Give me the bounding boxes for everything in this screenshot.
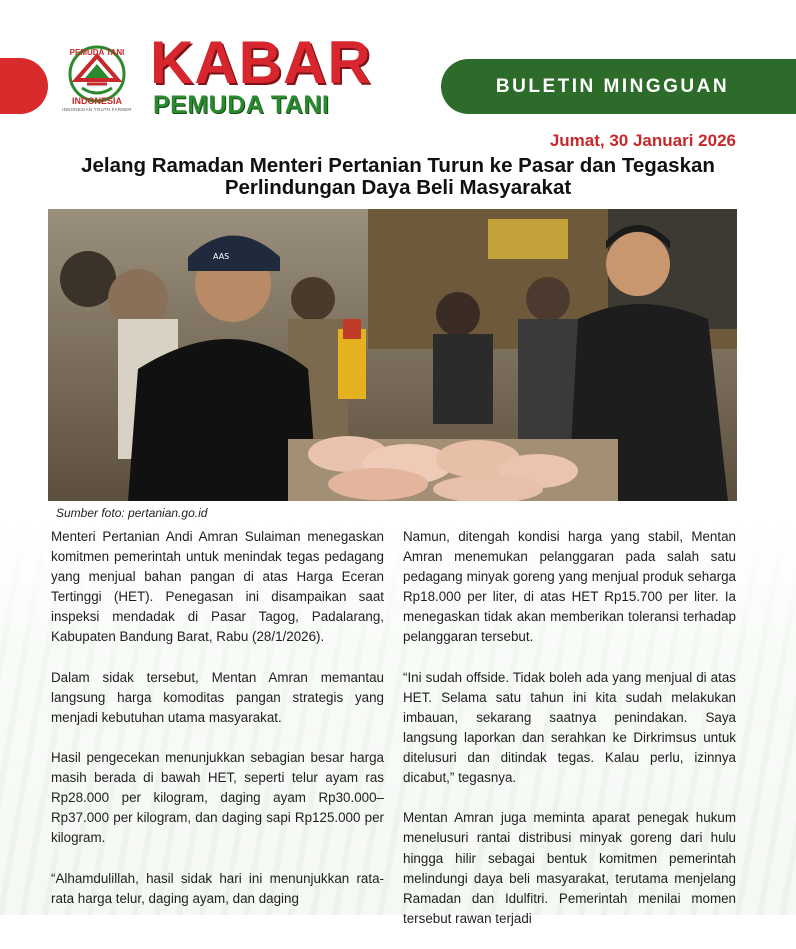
paragraph: Menteri Pertanian Andi Amran Sulaiman menegaskan komitmen pemerintah untuk menindak tegas pedagang yang menjual bahan pangan di atas Harga Eceran Tertinggi (HET). Penegasan ini disampaikan saat inspeksi mendadak di Pasar Tagog, Padalarang, Kabupaten Bandung Barat, Rabu (28/1/2026).	[51, 529, 384, 645]
article-photo	[48, 209, 737, 501]
article-column-left	[51, 527, 384, 929]
paragraph: “Alhamdulillah, hasil sidak hari ini menunjukkan rata-rata harga telur, daging ayam, dan daging	[51, 870, 384, 906]
logo-tagline: INDONESIAN YOUTH FARMER	[62, 107, 132, 112]
paragraph: Dalam sidak tersebut, Mentan Amran memantau langsung harga komoditas pangan strategis yang menjadi kebutuhan utama masyarakat.	[51, 669, 384, 725]
logo-text-top: PEMUDA TANI	[69, 48, 125, 57]
bulletin-banner	[441, 59, 796, 114]
paragraph: Hasil pengecekan menunjukkan sebagian besar harga masih berada di bawah HET, seperti telur ayam ras Rp28.000 per kilogram, daging ayam Rp30.000–Rp37.000 per kilogram, dan daging sapi Rp125.000 per kilogram.	[51, 750, 384, 846]
photo-caption: Sumber foto: pertanian.go.id	[56, 506, 208, 520]
article-column-right	[403, 527, 736, 949]
publication-date: Jumat, 30 Januari 2026	[549, 131, 736, 150]
logo-text-bottom: INDONESIA	[71, 96, 122, 106]
paragraph: Mentan Amran juga meminta aparat penegak hukum menelusuri rantai distribusi minyak goreng dari hulu hingga hilir sebagai bentuk komitmen pemerintah melindungi daya beli masyarakat, terutama menjelang Ramadan dan Idulfitri. Pemerintah menilai momen tersebut rawan terjadi	[403, 810, 736, 926]
photo-cap-text: AAS	[213, 252, 230, 261]
brand-title: KABAR	[150, 29, 372, 96]
bulletin-label: BULETIN MINGGUAN	[495, 75, 730, 97]
paragraph: “Ini sudah offside. Tidak boleh ada yang menjual di atas HET. Selama satu tahun ini kita sudah melakukan imbauan, sekarang saatnya penindakan. Saya langsung laporkan dan serahkan ke Dirkrimsus untuk ditelusuri dan ditindak tegas. Kalau perlu, izinnya dicabut,” tegasnya.	[403, 669, 736, 786]
brand-subtitle: PEMUDA TANI	[153, 91, 330, 119]
article-headline	[40, 155, 756, 199]
headline-line-1: Jelang Ramadan Menteri Pertanian Turun ke Pasar dan Tegaskan	[81, 154, 715, 177]
paragraph: Namun, ditengah kondisi harga yang stabil, Mentan Amran menemukan pelanggaran pada salah satu pedagang minyak goreng yang menjual produk seharga Rp18.000 per liter, di atas HET Rp15.700 per liter. Ia menegaskan tidak akan memberikan toleransi terhadap pelanggaran tersebut.	[403, 529, 736, 645]
headline-line-2: Perlindungan Daya Beli Masyarakat	[224, 176, 572, 199]
header-red-tab	[0, 58, 48, 114]
